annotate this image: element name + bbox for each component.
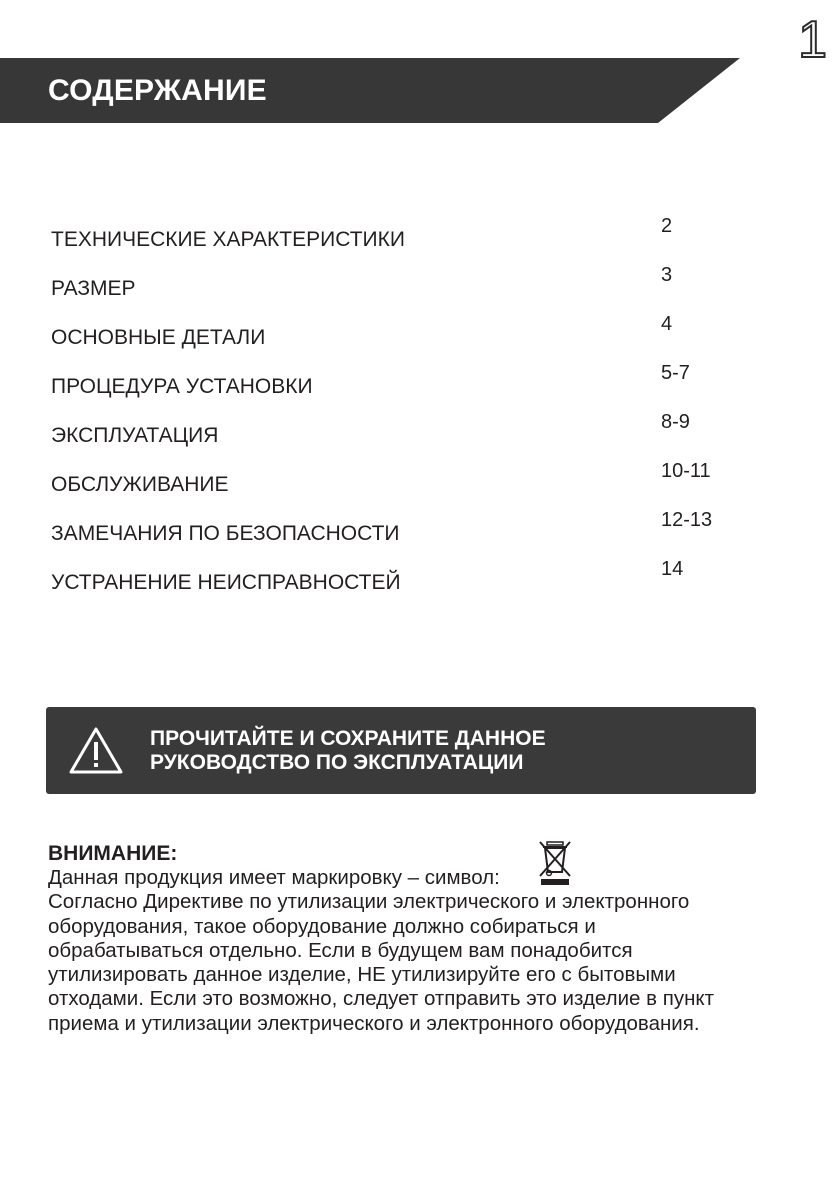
page-title: СОДЕРЖАНИЕ [48, 74, 267, 107]
toc-page-number: 12-13 [661, 509, 713, 531]
toc-page-number: 2 [661, 215, 673, 237]
notice-text [150, 727, 546, 775]
page-number: 1 [798, 11, 827, 69]
toc-page-number: 4 [661, 313, 673, 335]
toc-page-number: 14 [661, 558, 684, 580]
warning-triangle-icon [68, 726, 124, 781]
warning-line: приема и утилизации электрического и электронного оборудования. [48, 1011, 700, 1035]
toc-section-title: ТЕХНИЧЕСКИЕ ХАРАКТЕРИСТИКИ [51, 228, 405, 251]
toc-section-title: РАЗМЕР [51, 277, 136, 300]
toc-row[interactable] [0, 214, 839, 254]
read-and-keep-notice [46, 707, 756, 794]
toc-row[interactable] [0, 557, 839, 597]
toc-section-title: ЗАМЕЧАНИЯ ПО БЕЗОПАСНОСТИ [51, 522, 400, 545]
toc-row[interactable] [0, 508, 839, 548]
toc-row[interactable] [0, 312, 839, 352]
warning-line: Согласно Директиве по утилизации электрического и электронного [48, 890, 690, 914]
warning-line: утилизировать данное изделие, НЕ утилизируйте его с бытовыми [48, 963, 676, 987]
header-band [0, 58, 740, 123]
notice-line: ПРОЧИТАЙТЕ И СОХРАНИТЕ ДАННОЕ [150, 727, 546, 750]
toc-row[interactable] [0, 263, 839, 303]
warning-line: отходами. Если это возможно, следует отправить это изделие в пункт [48, 987, 714, 1011]
toc-row[interactable] [0, 459, 839, 499]
toc-section-title: ЭКСПЛУАТАЦИЯ [51, 424, 219, 447]
toc-section-title: ОСНОВНЫЕ ДЕТАЛИ [51, 326, 266, 349]
toc-section-title: ПРОЦЕДУРА УСТАНОВКИ [51, 375, 313, 398]
toc-page-number: 3 [661, 264, 673, 286]
toc-page-number: 10-11 [661, 460, 711, 482]
warning-text [48, 866, 808, 1036]
notice-line: РУКОВОДСТВО ПО ЭКСПЛУАТАЦИИ [150, 751, 524, 774]
toc-page-number: 5-7 [661, 362, 690, 384]
warning-line: обрабатываться отдельно. Если в будущем вам понадобится [48, 938, 633, 962]
warning-line: оборудования, такое оборудование должно собираться и [48, 914, 596, 938]
warning-line: Данная продукция имеет маркировку – символ: [48, 866, 500, 889]
toc-page-number: 8-9 [661, 411, 690, 433]
toc-section-title: УСТРАНЕНИЕ НЕИСПРАВНОСТЕЙ [51, 571, 401, 594]
warning-heading: ВНИМАНИЕ: [48, 842, 178, 865]
toc-row[interactable] [0, 410, 839, 450]
toc-section-title: ОБСЛУЖИВАНИЕ [51, 473, 229, 496]
toc-row[interactable] [0, 361, 839, 401]
